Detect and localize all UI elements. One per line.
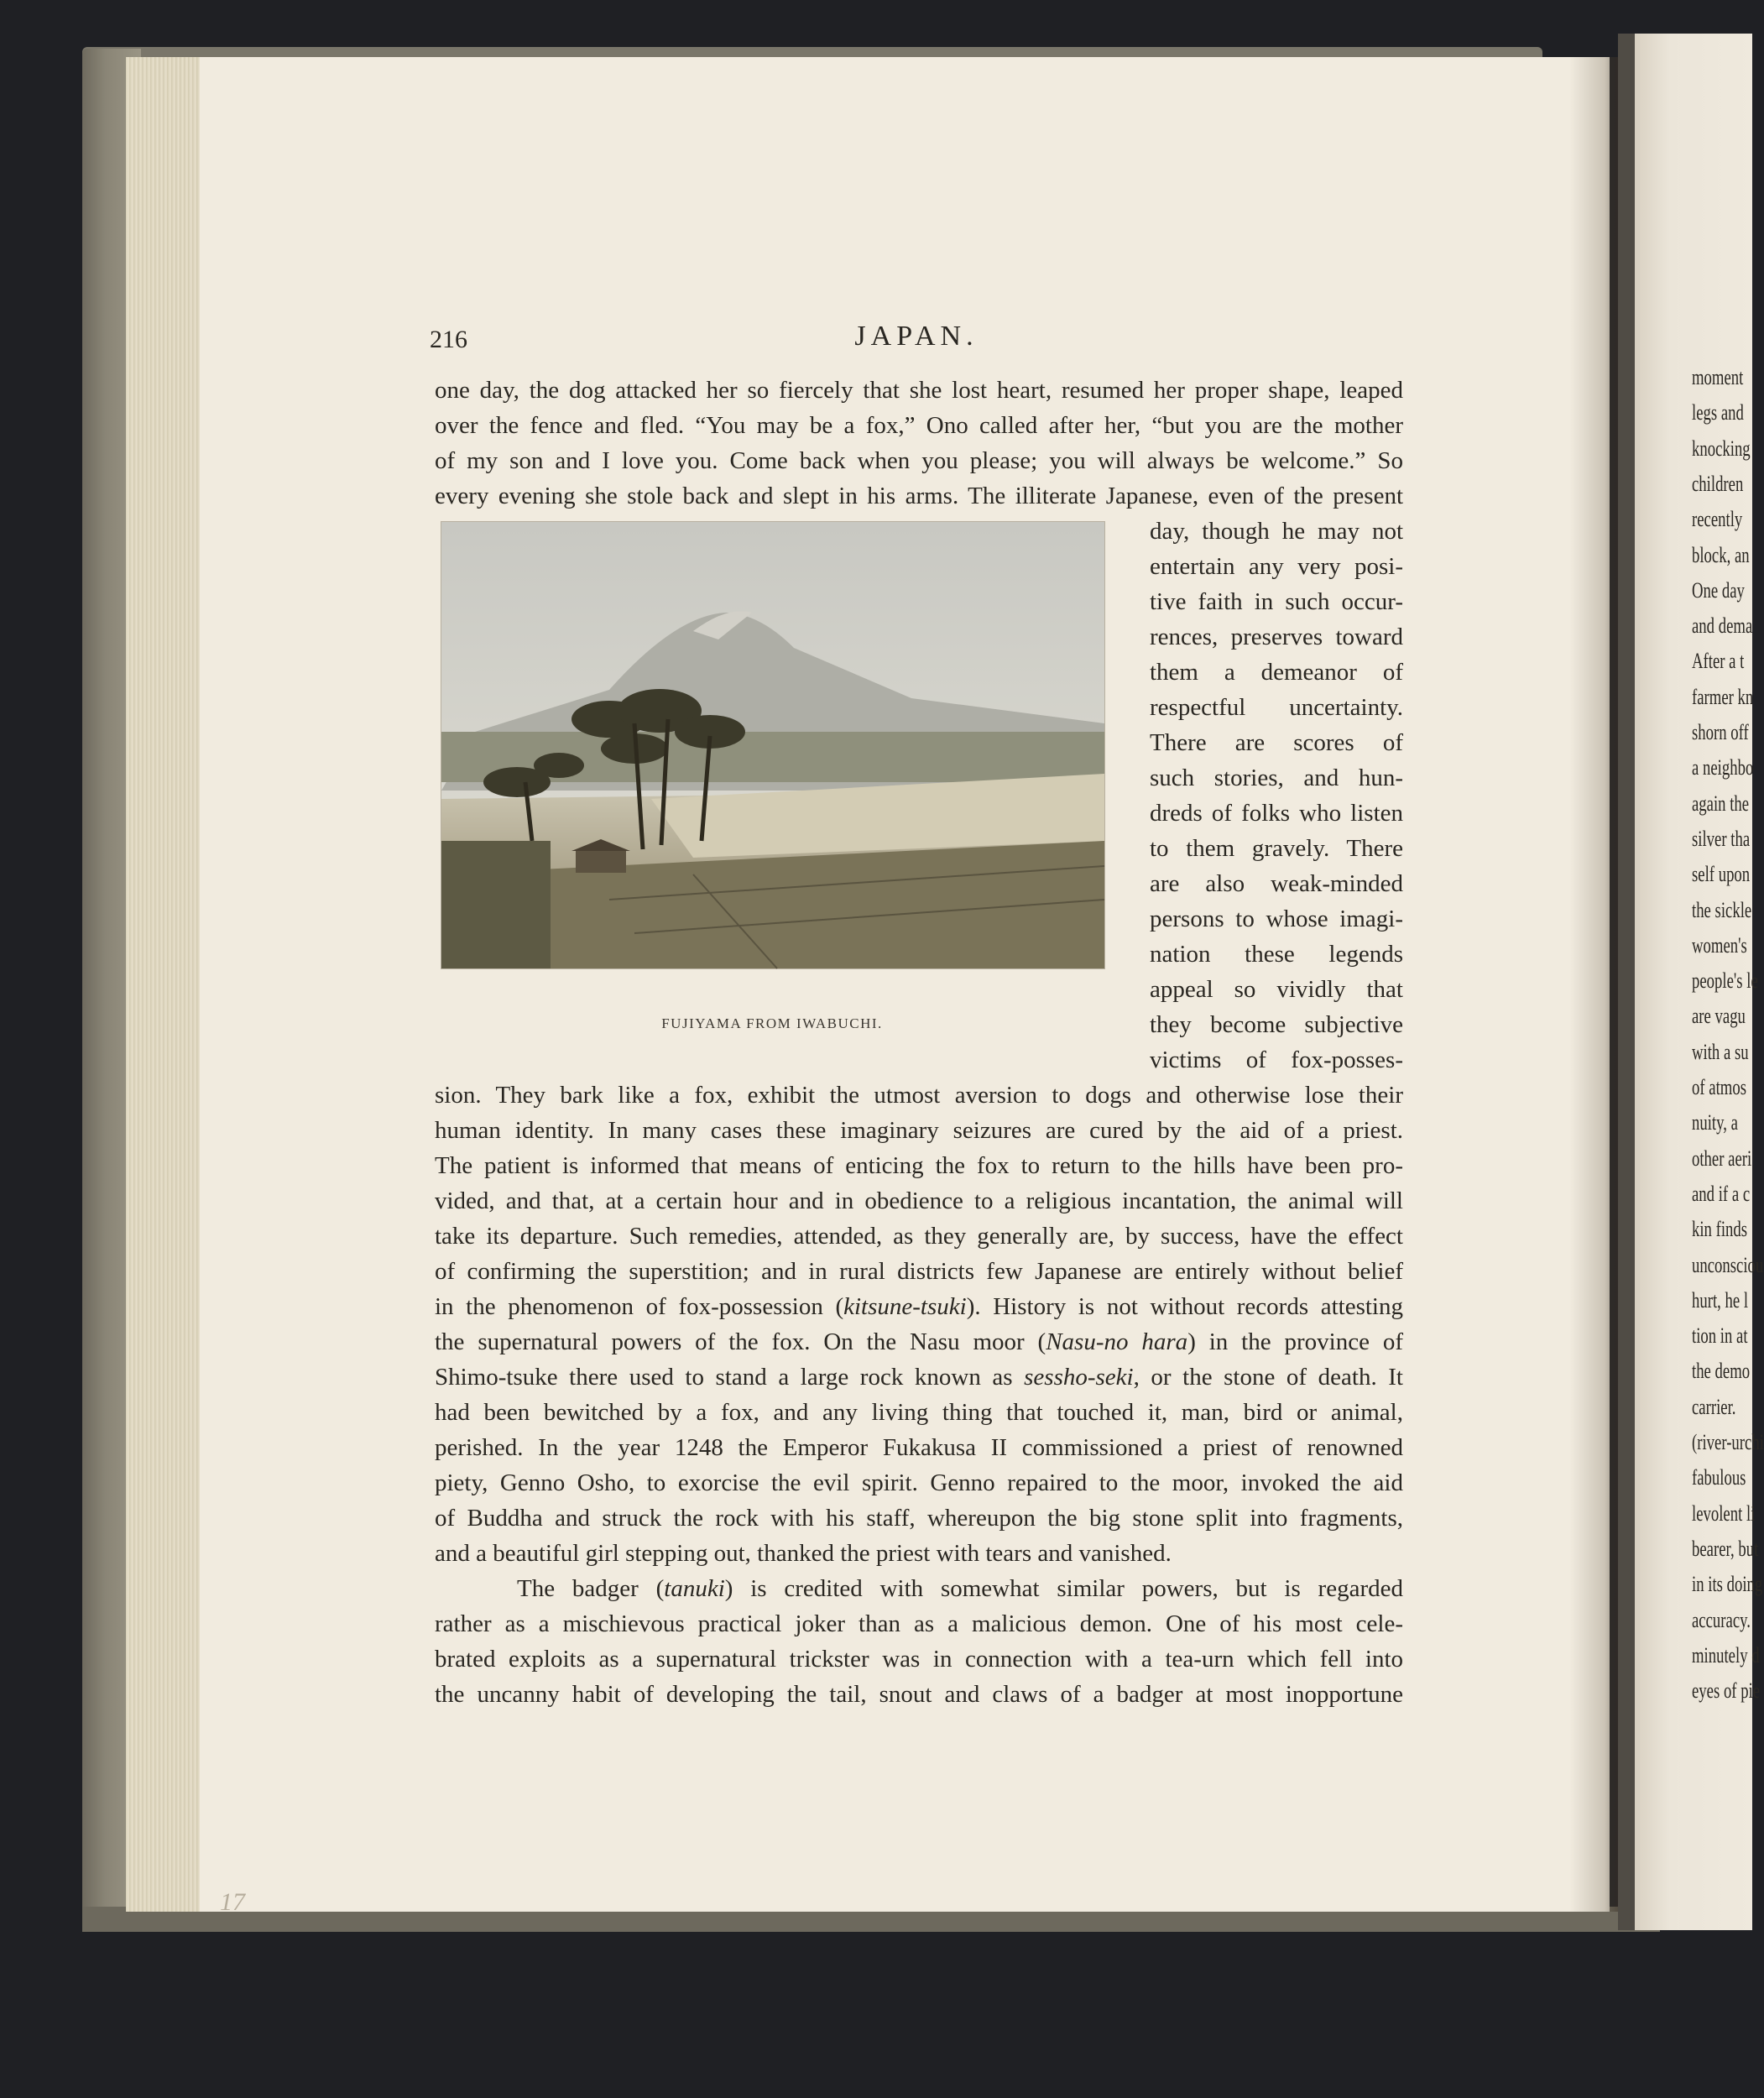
text-line: [435, 1325, 1403, 1359]
page-header: [430, 321, 1403, 359]
italic-term: Nasu-no hara: [1046, 1328, 1188, 1355]
facing-page: [1635, 34, 1764, 1930]
text-line: rences, preserves toward: [1150, 624, 1403, 650]
text-line: to them gravely. There: [1150, 835, 1403, 862]
facing-page-line: hurt, he l: [1692, 1287, 1749, 1313]
facing-page-line: other aeri: [1692, 1146, 1752, 1171]
text-line: and a beautiful girl stepping out, thanked the priest with tears and vanished.: [435, 1540, 1172, 1567]
facing-page-line: again the: [1692, 791, 1750, 816]
facing-page-line: fabulous: [1692, 1465, 1746, 1490]
text-line: they become subjective: [1150, 1011, 1403, 1038]
fujiyama-photo: [441, 521, 1105, 969]
text-line: dreds of folks who listen: [1150, 800, 1403, 827]
pencil-mark: 17: [220, 1888, 245, 1916]
facing-page-line: are vagu: [1692, 1004, 1746, 1029]
landscape-photo-icon: [441, 522, 1104, 968]
text-run: the supernatural powers of the fox. On the Nasu moor (: [435, 1328, 1046, 1355]
facing-page-line: farmer kn: [1692, 684, 1754, 709]
facing-page-line: bearer, but: [1692, 1536, 1759, 1561]
italic-term: kitsune-tsuki: [843, 1293, 967, 1320]
text-line: victims of fox-posses-: [1150, 1046, 1403, 1073]
text-line: entertain any very posi-: [1150, 553, 1403, 580]
text-line: [517, 1572, 1403, 1605]
text-run: ) is credited with somewhat similar powers, but is regarded: [724, 1575, 1403, 1602]
text-line: respectful uncertainty.: [1150, 694, 1403, 721]
running-title: JAPAN.: [854, 321, 979, 352]
text-line: day, though he may not: [1150, 518, 1403, 545]
text-run: ). History is not without records attesting: [966, 1293, 1403, 1320]
page-number: 216: [430, 326, 467, 353]
facing-page-line: self upon: [1692, 862, 1751, 887]
text-run: , or the stone of death. It: [1133, 1364, 1403, 1391]
facing-page-line: legs and: [1692, 400, 1744, 425]
text-line: The patient is informed that means of enticing the fox to return to the hills have been pro-: [435, 1152, 1403, 1179]
facing-page-line: of atmos: [1692, 1075, 1746, 1099]
facing-page-line: children: [1692, 471, 1744, 496]
page-edges: [126, 57, 203, 1912]
text-line: of my son and I love you. Come back when you please; you will always be welcome.” So: [435, 447, 1403, 474]
text-line: the uncanny habit of developing the tail, snout and claws of a badger at most inopportune: [435, 1681, 1403, 1708]
figure-caption: FUJIYAMA FROM IWABUCHI.: [661, 1015, 883, 1031]
facing-page-line: One day: [1692, 577, 1745, 603]
italic-term: sessho-seki: [1024, 1364, 1134, 1391]
facing-page-line: the sickle: [1692, 897, 1752, 922]
text-line: piety, Genno Osho, to exorcise the evil spirit. Genno repaired to the moor, invoked the aid: [435, 1469, 1403, 1496]
text-line: [435, 1290, 1403, 1323]
facing-page-line: (river-urchi: [1692, 1430, 1764, 1454]
text-line: of Buddha and struck the rock with his staff, whereupon the big stone split into fragments,: [435, 1505, 1403, 1532]
facing-page-line: accuracy.: [1692, 1607, 1751, 1632]
page-gutter-shadow: [1569, 57, 1620, 1912]
text-line: every evening she stole back and slept in his arms. The illiterate Japanese, even of the present: [435, 483, 1403, 509]
text-line: rather as a mischievous practical joker than as a malicious demon. One of his most cele-: [435, 1610, 1403, 1637]
text-line: sion. They bark like a fox, exhibit the utmost aversion to dogs and otherwise lose their: [435, 1082, 1403, 1109]
facing-page-line: recently: [1692, 507, 1743, 532]
text-line: perished. In the year 1248 the Emperor Fukakusa II commissioned a priest of renowned: [435, 1434, 1403, 1461]
text-run: in the phenomenon of fox-possession (: [435, 1293, 844, 1320]
text-line: vided, and that, at a certain hour and in obedience to a religious incantation, the animal will: [435, 1187, 1403, 1214]
facing-page-line: the demo: [1692, 1359, 1751, 1384]
facing-page-line: After a t: [1692, 649, 1745, 674]
text-line: such stories, and hun-: [1150, 765, 1403, 791]
facing-page-line: a neighbo: [1692, 755, 1754, 780]
text-run: Shimo-tsuke there used to stand a large rock known as: [435, 1364, 1025, 1391]
text-line: brated exploits as a supernatural trickster was in connection with a tea-urn which fell into: [435, 1646, 1403, 1673]
text-line: them a demeanor of: [1150, 659, 1403, 686]
text-line: human identity. In many cases these imaginary seizures are cured by the aid of a priest.: [435, 1117, 1403, 1144]
text-line: take its departure. Such remedies, attended, as they generally are, by success, have the effect: [435, 1223, 1403, 1250]
facing-page-line: with a su: [1692, 1039, 1749, 1064]
facing-page-line: minutely d: [1692, 1642, 1760, 1667]
text-line: There are scores of: [1150, 729, 1403, 756]
facing-page-line: knocking: [1692, 436, 1751, 461]
facing-page-line: silver tha: [1692, 826, 1751, 851]
facing-page-line: tion in at: [1692, 1323, 1748, 1349]
text-line: one day, the dog attacked her so fiercely that she lost heart, resumed her proper shape, leaped: [435, 377, 1403, 404]
facing-page-line: and dema: [1692, 613, 1753, 639]
text-run: The badger (: [517, 1575, 665, 1602]
facing-page-line: levolent li: [1692, 1500, 1756, 1526]
facing-page-line: shorn off: [1692, 720, 1749, 744]
facing-page-line: people's le: [1692, 968, 1758, 994]
facing-page-line: unconsciou: [1692, 1252, 1764, 1277]
text-line: had been bewitched by a fox, and any living thing that touched it, man, bird or animal,: [435, 1399, 1403, 1426]
text-run: ) in the province of: [1187, 1328, 1403, 1355]
italic-term: tanuki: [664, 1575, 725, 1602]
facing-page-line: carrier.: [1692, 1394, 1736, 1419]
facing-page-line: kin finds: [1692, 1217, 1748, 1242]
facing-page-line: women's: [1692, 932, 1747, 958]
text-line: tive faith in such occur-: [1150, 588, 1403, 615]
text-line: of confirming the superstition; and in rural districts few Japanese are entirely without belief: [435, 1258, 1403, 1285]
text-line: nation these legends: [1150, 941, 1403, 968]
facing-page-line: block, an: [1692, 542, 1750, 567]
text-line: [435, 1360, 1403, 1394]
facing-page-line: moment: [1692, 365, 1744, 389]
facing-page-line: and if a c: [1692, 1181, 1751, 1206]
text-line: are also weak-minded: [1150, 870, 1403, 897]
text-line: over the fence and fled. “You may be a fox,” Ono called after her, “but you are the mother: [435, 412, 1403, 439]
text-line: persons to whose imagi-: [1150, 905, 1403, 932]
facing-page-line: nuity, a: [1692, 1110, 1738, 1135]
facing-page-line: eyes of pie: [1692, 1678, 1761, 1704]
facing-page-line: in its doing: [1692, 1572, 1763, 1597]
text-line: appeal so vividly that: [1150, 976, 1403, 1003]
